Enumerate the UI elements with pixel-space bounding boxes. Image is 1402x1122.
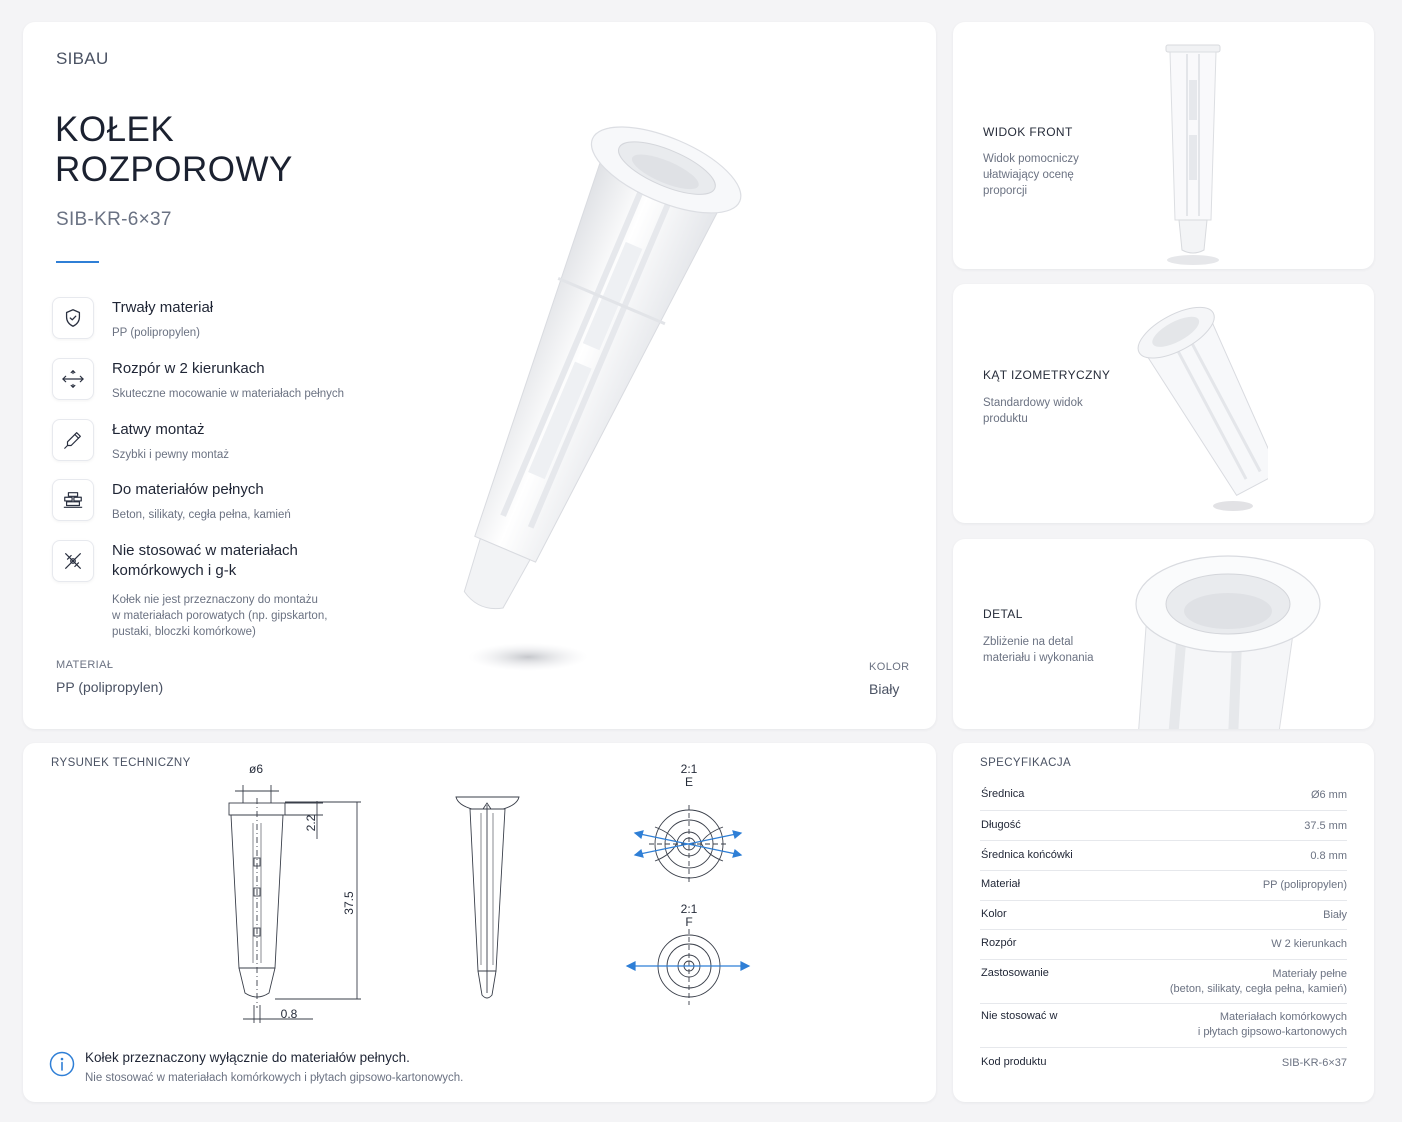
note-sub: Nie stosować w materiałach komórkowych i płytach gipsowo-kartonowych. [85,1072,464,1084]
feature-subtitle [112,592,372,640]
spec-key: Kolor [981,908,1007,920]
product-title [55,110,293,190]
spec-value [1170,967,1347,997]
front-view-image [1153,40,1233,269]
material-value: PP (polipropylen) [56,679,164,695]
feature-title: Do materiałów pełnych [112,481,264,498]
info-icon [49,1051,75,1077]
view-description-line3: proporcji [983,185,1028,197]
spec-key: Materiał [981,878,1021,890]
view-title: WIDOK FRONT [983,125,1073,139]
note-main: Kołek przeznaczony wyłącznie do materiałów pełnych. [85,1050,410,1065]
detail-f-scale: 2:1 [680,902,698,916]
spec-value [1198,1010,1347,1040]
detail-view-image [1128,549,1328,729]
view-description-line2: produktu [983,413,1028,425]
spec-value: 0.8 mm [1310,850,1347,862]
spec-row [980,1056,1347,1076]
dim-length: 37.5 [342,891,356,915]
feature-title-line2: komórkowych i g-k [112,562,237,579]
color-label: KOLOR [869,661,910,673]
view-card-isometric [953,284,1374,523]
spec-value: PP (polipropylen) [1262,879,1347,891]
color-value: Biały [869,681,900,697]
specification-title: SPECYFIKACJA [980,757,1072,769]
product-title-line1: KOŁEK [55,110,175,149]
accent-divider [56,261,99,263]
dim-diameter: ø6 [248,762,264,776]
view-description-line1: Standardowy widok [983,397,1083,409]
spec-value-line1: Materiałach komórkowych [1219,1011,1347,1023]
spec-value: SIB-KR-6×37 [1281,1057,1347,1069]
expand-arrows-icon [52,358,94,400]
view-description [983,151,1103,199]
spec-value-line2: (beton, silikaty, cegła pełna, kamień) [1169,983,1347,995]
technical-drawing-card [23,743,936,1102]
spec-key: Długość [981,819,1021,831]
spec-row [980,937,1347,960]
view-card-front [953,22,1374,269]
view-title: KĄT IZOMETRYCZNY [983,368,1111,382]
feature-title: Rozpór w 2 kierunkach [112,360,265,377]
dim-tip: 0.8 [280,1007,298,1021]
spec-row [980,788,1347,811]
spec-value-line1: Materiały pełne [1272,968,1347,980]
shield-check-icon [52,297,94,339]
technical-drawing-title: RYSUNEK TECHNICZNY [51,757,191,769]
view-description-line2: materiału i wykonania [983,652,1094,664]
feature-subtitle-line1: Kołek nie jest przeznaczony do montażu [112,594,318,606]
spec-row [980,1010,1347,1048]
feature-title [112,541,372,581]
spec-row [980,849,1347,871]
technical-drawing [23,743,936,1043]
feature-subtitle-line3: pustaki, bloczki komórkowe) [112,626,256,638]
feature-subtitle: Skuteczne mocowanie w materiałach pełnych [112,388,345,400]
feature-title: Łatwy montaż [112,421,205,438]
detail-e-label: E [684,775,694,789]
view-description [983,395,1103,427]
spec-key: Rozpór [981,937,1017,949]
view-description [983,634,1103,666]
spec-key: Średnica [981,788,1025,800]
feature-subtitle: Szybki i pewny montaż [112,449,229,461]
specification-card [953,743,1374,1102]
view-description-line1: Widok pomocniczy [983,153,1079,165]
product-sku: SIB-KR-6×37 [56,209,172,230]
view-description-line2: ułatwiający ocenę [983,169,1074,181]
spec-row [980,819,1347,841]
spec-value-line2: i płytach gipsowo-kartonowych [1197,1026,1347,1038]
no-tools-icon [52,540,94,582]
spec-value: Biały [1323,909,1347,921]
feature-subtitle: Beton, silikaty, cegła pełna, kamień [112,509,291,521]
spec-row [980,908,1347,930]
spec-value: W 2 kierunkach [1271,938,1347,950]
feature-subtitle-line2: w materiałach porowatych (np. gipskarton, [112,610,328,622]
screwdriver-icon [52,419,94,461]
material-label: MATERIAŁ [56,659,114,671]
brick-wall-icon [52,479,94,521]
isometric-view-image [1118,294,1268,519]
spec-value: Ø6 mm [1310,789,1347,801]
spec-value: 37.5 mm [1304,820,1347,832]
feature-subtitle: PP (polipropylen) [112,327,201,339]
spec-row [980,967,1347,1004]
brand-name: SIBAU [56,49,109,68]
view-card-detail [953,539,1374,729]
product-card [23,22,936,729]
spec-row [980,878,1347,901]
spec-key: Zastosowanie [981,967,1049,979]
spec-key: Średnica końcówki [981,849,1073,861]
spec-key: Nie stosować w [981,1010,1058,1022]
feature-title-line1: Nie stosować w materiałach [112,542,298,559]
product-title-line2: ROZPOROWY [55,150,293,189]
view-title: DETAL [983,607,1023,621]
product-hero-image [403,62,843,682]
feature-title: Trwały materiał [112,299,214,316]
spec-key: Kod produktu [981,1056,1047,1068]
view-description-line1: Zbliżenie na detal [983,636,1074,648]
detail-e-scale: 2:1 [680,762,698,776]
dim-top-height: 2.2 [304,814,318,832]
detail-f-label: F [685,915,693,929]
